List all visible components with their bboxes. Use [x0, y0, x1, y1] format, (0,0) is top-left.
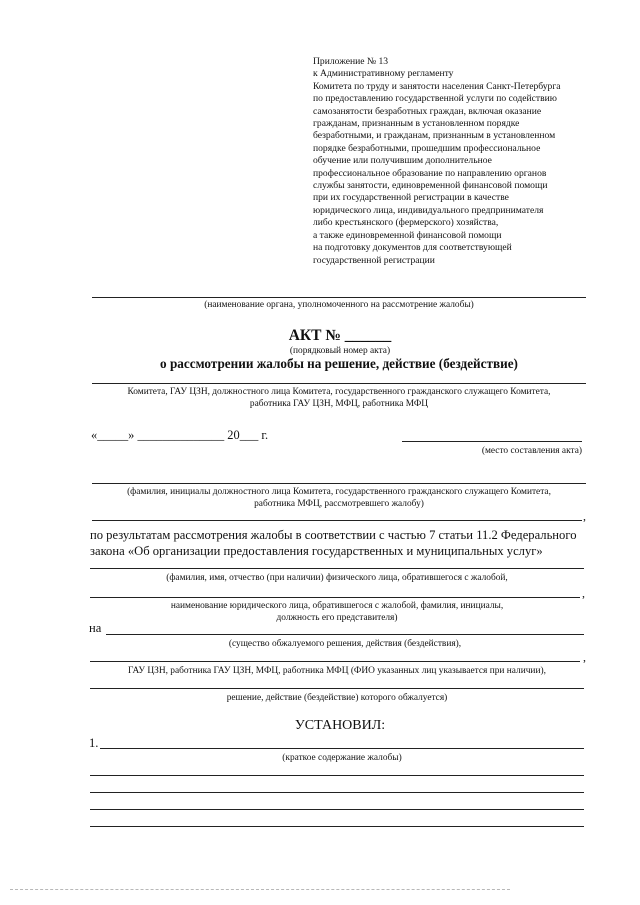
official-line[interactable] [92, 483, 586, 484]
applicant-legal-caption-line1: наименование юридического лица, обратившегося с жалобой, фамилия, инициалы, [170, 601, 504, 611]
decision-line[interactable] [106, 634, 584, 635]
organ-name-caption: (наименование органа, уполномоченного на рассмотрение жалобы) [204, 300, 474, 310]
place-line[interactable] [402, 441, 582, 442]
official-caption-line2: работника МФЦ, рассмотревшего жалобу) [254, 499, 424, 509]
appendix-line: службы занятости, единовременной финансовой помощи [313, 180, 548, 192]
place-caption: (место составления акта) [481, 446, 582, 456]
summary-line-1[interactable] [100, 748, 584, 749]
summary-line-5[interactable] [90, 826, 584, 827]
applicant-legal-line[interactable] [90, 597, 580, 598]
appendix-line: а также единовременной финансовой помощи [313, 229, 502, 241]
appendix-line: при их государственной регистрации в качестве [313, 192, 509, 204]
appendix-line: либо крестьянского (фермерского) хозяйства, [313, 217, 499, 229]
summary-line-2[interactable] [90, 775, 584, 776]
summary-caption: (краткое содержание жалобы) [282, 753, 402, 763]
scan-edge-divider [10, 889, 510, 890]
decision-caption: (существо обжалуемого решения, действия (бездействия), [228, 639, 462, 649]
established-title: УСТАНОВИЛ: [294, 718, 386, 733]
appendix-line: профессиональное образование по направлению органов [313, 167, 547, 179]
results-line2: закона «Об организации предоставления государственных и муниципальных услуг» [90, 544, 543, 558]
summary-line-4[interactable] [90, 809, 584, 810]
appealed-caption: решение, действие (бездействие) которого обжалуется) [226, 693, 448, 703]
appendix-line: по предоставлению государственной услуги по содействию [313, 93, 557, 105]
decision-comma: , [583, 650, 586, 664]
appendix-line: обучение или получившим дополнительное [313, 155, 492, 167]
committee-caption-line2: работника ГАУ ЦЗН, МФЦ, работника МФЦ [249, 399, 429, 409]
appendix-line: порядке безработными, прошедшим профессиональное [313, 142, 541, 154]
on-label: на [89, 621, 102, 635]
appendix-line: самозанятости безработных граждан, включая оказание [313, 105, 542, 117]
decision-who-line[interactable] [90, 688, 584, 689]
decision-who-caption: ГАУ ЦЗН, работника ГАУ ЦЗН, МФЦ, работника МФЦ (ФИО указанных лиц указывается при наличии), [128, 666, 546, 676]
official-comma: , [583, 509, 586, 523]
appendix-line: на подготовку документов для соответствующей [313, 242, 512, 254]
results-line1: по результатам рассмотрения жалобы в соответствии с частью 7 статьи 11.2 Федерального [90, 528, 577, 542]
act-subtitle: о рассмотрении жалобы на решение, действие (бездействие) [160, 356, 518, 371]
applicant-person-caption: (фамилия, имя, отчество (при наличии) физического лица, обратившегося с жалобой, [166, 573, 508, 583]
official-line-2[interactable] [92, 520, 582, 521]
applicant-comma: , [582, 586, 585, 600]
appendix-line: гражданам, признанным в установленном порядке [313, 118, 520, 130]
applicant-line[interactable] [90, 568, 584, 569]
applicant-legal-caption-line2: должность его представителя) [276, 613, 398, 623]
appendix-line: юридического лица, индивидуального предпринимателя [313, 204, 544, 216]
decision-line-2[interactable] [90, 661, 580, 662]
act-date[interactable]: «_____» ______________ 20___ г. [91, 428, 269, 442]
act-number-caption: (порядковый номер акта) [289, 346, 391, 356]
organ-name-line[interactable] [92, 297, 586, 298]
appendix-block [313, 56, 613, 267]
item-number: 1. [89, 736, 99, 750]
appendix-line: Приложение № 13 [313, 56, 389, 67]
official-caption-line1: (фамилия, инициалы должностного лица Комитета, государственного гражданского служащего Комитета, [127, 487, 551, 497]
act-title: АКТ № ______ [288, 327, 392, 344]
appendix-line: к Административному регламенту [313, 68, 454, 80]
committee-caption-line1: Комитета, ГАУ ЦЗН, должностного лица Комитета, государственного гражданского служащего Комитета, [127, 387, 551, 397]
appendix-line: государственной регистрации [313, 254, 435, 266]
summary-line-3[interactable] [90, 792, 584, 793]
committee-line[interactable] [92, 383, 586, 384]
appendix-line: Комитета по труду и занятости населения Санкт-Петербурга [313, 80, 561, 92]
appendix-line: безработными, и гражданам, признанным в установленном [313, 130, 556, 142]
